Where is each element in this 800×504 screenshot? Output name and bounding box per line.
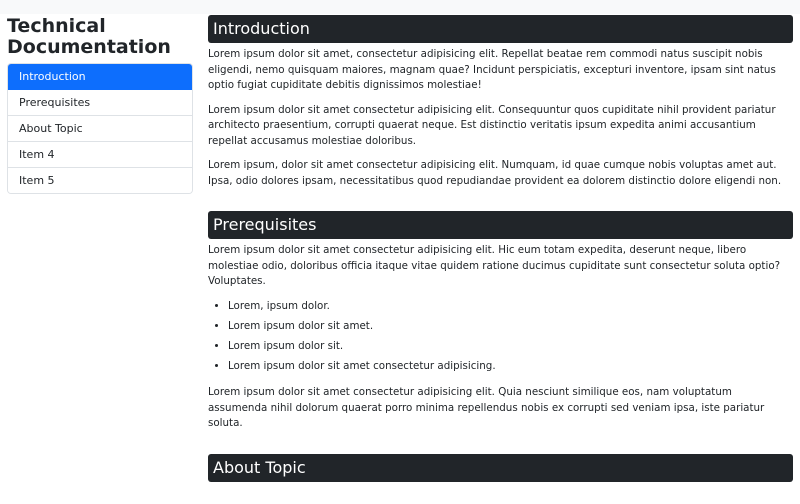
section-title: About Topic bbox=[208, 454, 793, 482]
sidebar bbox=[7, 14, 193, 194]
paragraph: Lorem ipsum dolor sit amet, consectetur adipisicing elit. Repellat beatae rem commodi natus suscipit nobis eligendi, nemo quisquam maiores, magnam quae? Incidunt perspiciatis, excepturi inventore, ipsam sint natus optio fugiat cupiditate debitis dignissimos molestiae! bbox=[208, 48, 776, 91]
list-item: • Lorem ipsum dolor sit amet consectetur adipisicing. bbox=[228, 359, 793, 375]
paragraph: Lorem ipsum dolor sit amet consectetur adipisicing elit. Hic eum totam expedita, deserunt neque, libero molestiae odio, doloribus officia itaque vitae quidem ratione ducimus cupiditate sunt consectetur soluta optio? Voluptates. bbox=[208, 244, 781, 287]
list-item: • Lorem ipsum dolor sit amet. bbox=[228, 319, 793, 335]
nav-item-4[interactable]: Item 4 bbox=[8, 142, 192, 168]
section-about-topic bbox=[208, 454, 793, 482]
nav-item-about-topic[interactable]: About Topic bbox=[8, 116, 192, 142]
paragraph: Lorem ipsum dolor sit amet consectetur adipisicing elit. Consequuntur quos cupiditate nihil provident pariatur architecto praesentium, corrupti quaerat neque. Est distinctio veritatis ipsum expedita animi accusantium repellat accusamus molestiae doloribus. bbox=[208, 103, 776, 147]
top-bar bbox=[0, 0, 800, 14]
list-item: • Lorem ipsum dolor sit. bbox=[228, 339, 793, 355]
paragraph: Lorem ipsum, dolor sit amet consectetur adipisicing elit. Numquam, id quae cumque nobis voluptas amet aut. Ipsa, odio dolores ipsam, necessitatibus quod repudiandae provident ea dolorem distinctio dolore eligendi non. bbox=[208, 159, 782, 187]
section-introduction bbox=[208, 15, 793, 189]
main-content bbox=[208, 15, 793, 504]
nav-item-prerequisites[interactable]: Prerequisites bbox=[8, 90, 192, 116]
paragraph: Lorem ipsum dolor sit amet consectetur adipisicing elit. Quia nesciunt similique eos, nam voluptatum assumenda nihil dolorum quaerat porro minima repellendus nobis ex corrupti sed veniam ipsa, iste pariatur soluta. bbox=[208, 386, 765, 429]
nav-item-5[interactable]: Item 5 bbox=[8, 168, 192, 193]
section-title: Introduction bbox=[208, 15, 793, 43]
section-title: Prerequisites bbox=[208, 211, 793, 239]
nav-item-introduction[interactable]: Introduction bbox=[8, 64, 192, 90]
section-prerequisites bbox=[208, 211, 793, 432]
bullet-list bbox=[208, 299, 793, 375]
list-item: • Lorem, ipsum dolor. bbox=[228, 299, 793, 315]
nav-list bbox=[7, 63, 193, 194]
page-title: Technical Documentation bbox=[7, 15, 171, 58]
